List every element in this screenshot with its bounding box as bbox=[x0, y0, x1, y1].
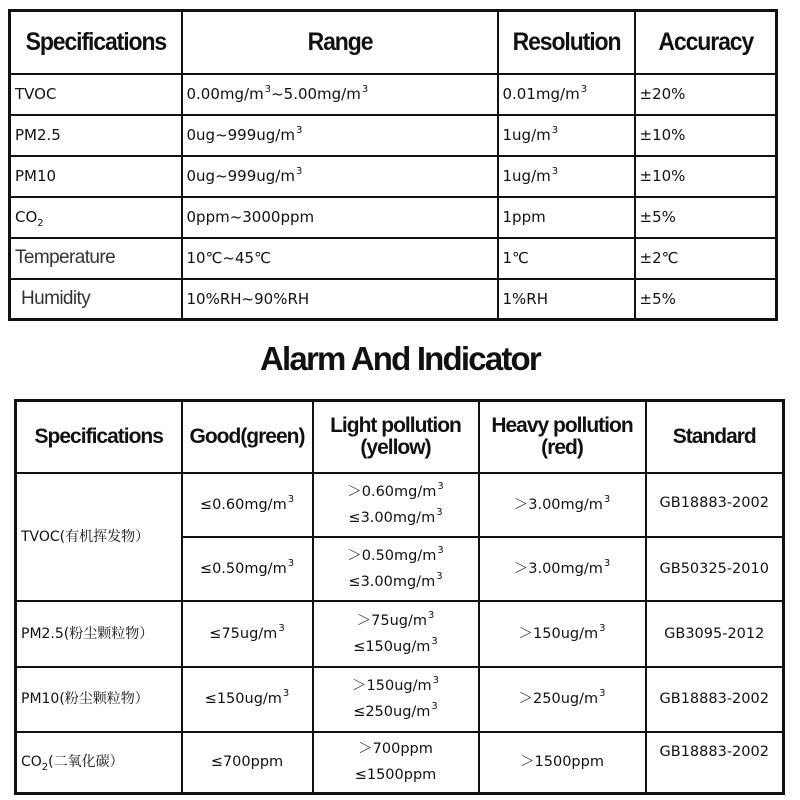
header-heavy-pollution: Heavy pollution (red) bbox=[479, 401, 646, 473]
table-row bbox=[10, 74, 777, 115]
alarm-heavy: $>250ug/m^3$ bbox=[479, 667, 646, 732]
alarm-param: TVOC(有机挥发物） bbox=[16, 473, 182, 601]
alarm-standard: GB18883-2002 bbox=[646, 473, 784, 537]
alarm-light: ＞700ppm ≤1500ppm bbox=[313, 732, 479, 794]
alarm-good: $\le 75ug/m^3$ bbox=[182, 601, 313, 667]
spec-range: $0.00mg/m^3\sim 5.00mg/m^3$ bbox=[182, 74, 498, 115]
spec-name: Temperature bbox=[10, 238, 182, 279]
header-standard: Standard bbox=[646, 401, 784, 473]
table-row bbox=[16, 732, 784, 794]
table-row bbox=[10, 279, 777, 320]
alarm-light: $>150ug/m^3$ $\le 250ug/m^3$ bbox=[313, 667, 479, 732]
alarm-good: $\le 150ug/m^3$ bbox=[182, 667, 313, 732]
alarm-heavy: $>150ug/m^3$ bbox=[479, 601, 646, 667]
table-row bbox=[10, 238, 777, 279]
alarm-good: $\le 0.60mg/m^3$ bbox=[182, 473, 313, 537]
spec-range: 0ppm~3000ppm bbox=[182, 197, 498, 238]
alarm-good: ≤700ppm bbox=[182, 732, 313, 794]
alarm-header-row bbox=[16, 401, 784, 473]
spec-accuracy: ±10% bbox=[635, 115, 777, 156]
alarm-heavy: ＞1500ppm bbox=[479, 732, 646, 794]
spec-resolution: $1ug/m^3$ bbox=[498, 115, 635, 156]
alarm-param: PM2.5(粉尘颗粒物） bbox=[16, 601, 182, 667]
spec-accuracy: ±20% bbox=[635, 74, 777, 115]
alarm-standard: GB18883-2002 bbox=[646, 732, 784, 794]
header-good: Good(green) bbox=[182, 401, 313, 473]
spec-range: 10%RH~90%RH bbox=[182, 279, 498, 320]
alarm-standard: GB50325-2010 bbox=[646, 537, 784, 601]
alarm-title: Alarm And Indicator bbox=[260, 340, 540, 377]
alarm-light: $>0.60mg/m^3$ $\le 3.00mg/m^3$ bbox=[313, 473, 479, 537]
alarm-standard: GB3095-2012 bbox=[646, 601, 784, 667]
header-range: Range bbox=[194, 11, 485, 74]
spec-name: PM10 bbox=[10, 156, 182, 197]
alarm-param: PM10(粉尘颗粒物） bbox=[16, 667, 182, 732]
header-specifications: Specifications bbox=[16, 401, 182, 473]
alarm-good: $\le 0.50mg/m^3$ bbox=[182, 537, 313, 601]
alarm-light: $>75ug/m^3$ $\le 150ug/m^3$ bbox=[313, 601, 479, 667]
alarm-heavy: $>3.00mg/m^3$ bbox=[479, 537, 646, 601]
spec-resolution: $1ug/m^3$ bbox=[498, 156, 635, 197]
alarm-heavy: $>3.00mg/m^3$ bbox=[479, 473, 646, 537]
spec-name: PM2.5 bbox=[10, 115, 182, 156]
table-row bbox=[10, 156, 777, 197]
spec-accuracy: ±10% bbox=[635, 156, 777, 197]
table-row bbox=[10, 197, 777, 238]
spec-resolution: 1%RH bbox=[498, 279, 635, 320]
spec-name: TVOC bbox=[10, 74, 182, 115]
spec-resolution: $0.01mg/m^3$ bbox=[498, 74, 635, 115]
spec-name: Humidity bbox=[10, 279, 182, 320]
table-row bbox=[16, 601, 784, 667]
header-light-pollution: Light pollution (yellow) bbox=[313, 401, 479, 473]
spec-accuracy: ±2℃ bbox=[635, 238, 777, 279]
spec-range: 10℃~45℃ bbox=[182, 238, 498, 279]
alarm-standard: GB18883-2002 bbox=[646, 667, 784, 732]
alarm-indicator-table bbox=[14, 399, 785, 795]
spec-resolution: 1℃ bbox=[498, 238, 635, 279]
spec-resolution: 1ppm bbox=[498, 197, 635, 238]
spec-range: $0ug\sim 999ug/m^3$ bbox=[182, 156, 498, 197]
spec-accuracy: ±5% bbox=[635, 197, 777, 238]
header-resolution: Resolution bbox=[503, 11, 629, 74]
header-specifications: Specifications bbox=[16, 11, 174, 74]
alarm-param: $CO_2$(二氧化碳） bbox=[16, 732, 182, 794]
specifications-table bbox=[8, 9, 778, 321]
specifications-header-row bbox=[10, 11, 777, 74]
table-row bbox=[16, 473, 784, 537]
header-accuracy: Accuracy bbox=[640, 11, 771, 74]
spec-range: $0ug\sim 999ug/m^3$ bbox=[182, 115, 498, 156]
spec-name: $CO_2$ bbox=[10, 197, 182, 238]
table-row bbox=[16, 667, 784, 732]
spec-accuracy: ±5% bbox=[635, 279, 777, 320]
table-row bbox=[10, 115, 777, 156]
alarm-light: $>0.50mg/m^3$ $\le 3.00mg/m^3$ bbox=[313, 537, 479, 601]
